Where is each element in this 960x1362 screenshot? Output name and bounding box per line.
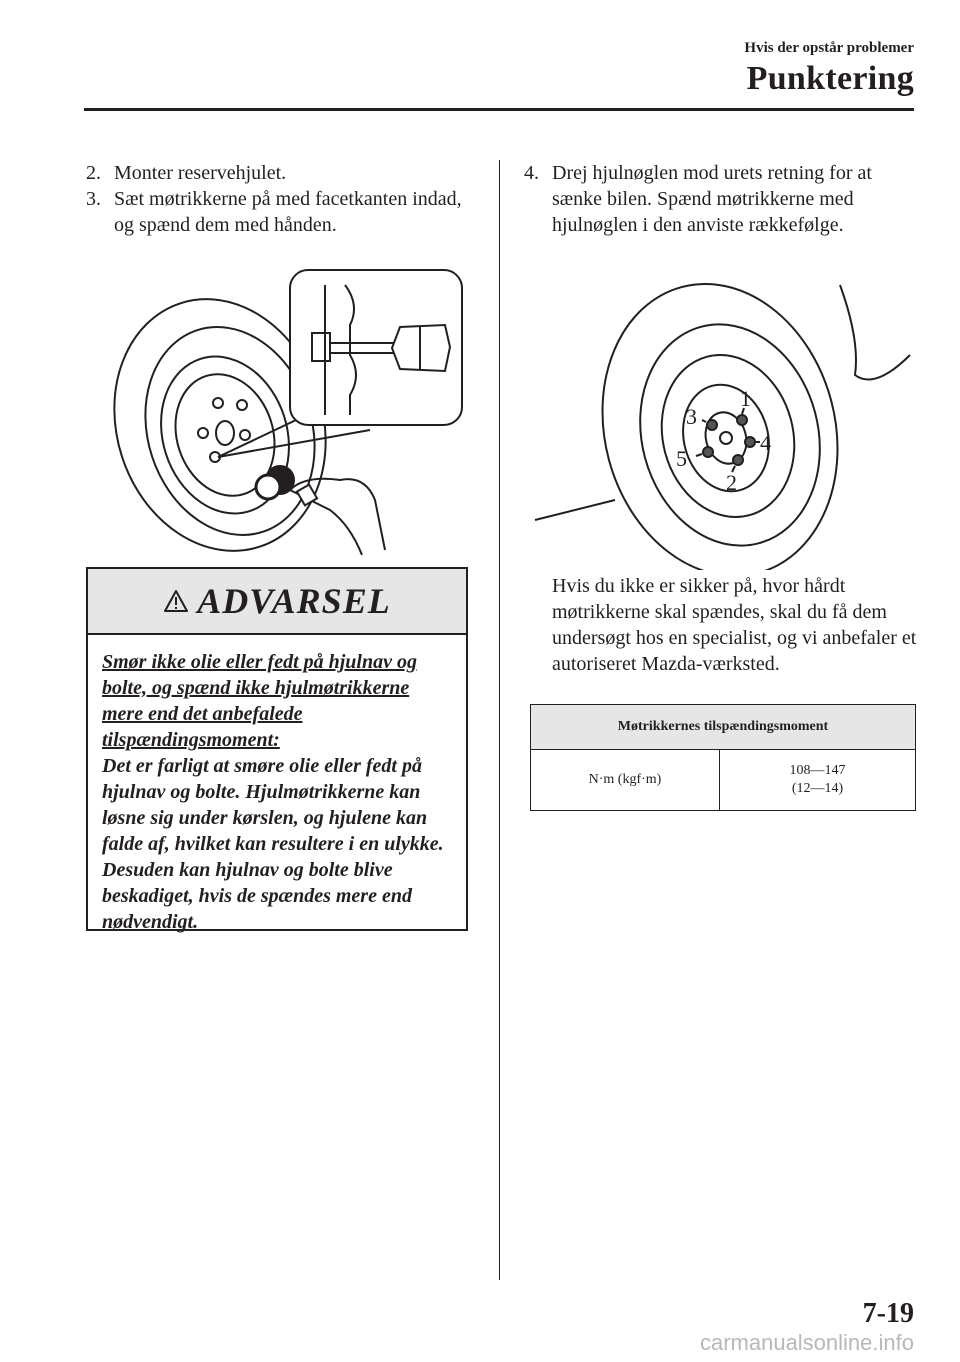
step-4	[524, 160, 924, 238]
warning-header	[88, 569, 466, 635]
warning-box	[86, 567, 468, 931]
header-rule	[84, 108, 914, 111]
section-label: Hvis der opstår problemer	[744, 40, 914, 56]
order-label-1: 1	[740, 386, 751, 411]
watermark: carmanualsonline.info	[699, 1330, 914, 1355]
order-label-5: 5	[676, 446, 687, 471]
value-kgfm: (12—14)	[791, 781, 844, 796]
steps-right	[524, 160, 924, 238]
table-row	[531, 750, 916, 811]
step-3	[86, 186, 486, 238]
warning-icon	[163, 589, 189, 613]
table-cell-value	[720, 750, 916, 811]
tightening-order-illustration	[530, 280, 920, 570]
steps-left	[86, 160, 486, 238]
warning-body	[88, 635, 466, 935]
wheel-nut-illustration	[100, 265, 470, 560]
order-label-3: 3	[686, 404, 697, 429]
order-label-2: 2	[726, 470, 737, 495]
warning-heading: Smør ikke olie eller fedt på hjulnav og bolte, og spænd ikke hjulmøtrikkerne mere end det anbefalede tilspændingsmoment:	[102, 651, 417, 751]
table-cell-unit: N·m (kgf·m)	[531, 750, 720, 811]
warning-text: Det er farligt at smøre olie eller fedt på hjulnav og bolte. Hjulmøtrikkerne kan løsne sig under kørslen, og hjulene kan falde af, hvilket kan resultere i en ulykke. Desuden kan hjulnav og bolte blive beskadiget, hvis de spændes mere end nødvendigt.	[102, 755, 444, 933]
value-nm: 108—147	[789, 763, 846, 778]
page-title: Punktering	[746, 60, 914, 97]
step-text: Drej hjulnøglen mod urets retning for at sænke bilen. Spænd møtrikkerne med hjulnøglen i den anviste rækkefølge.	[552, 162, 872, 236]
torque-table	[530, 704, 916, 811]
step-2	[86, 160, 486, 186]
table-header: Møtrikkernes tilspændingsmoment	[531, 705, 916, 750]
order-label-4: 4	[760, 430, 771, 455]
step-number: 3.	[86, 188, 101, 210]
step-number: 2.	[86, 162, 101, 184]
step-text: Sæt møtrikkerne på med facetkanten indad, og spænd dem med hånden.	[114, 188, 462, 236]
advice-paragraph: Hvis du ikke er sikker på, hvor hårdt møtrikkerne skal spændes, skal du få dem undersøgt hos en specialist, og vi anbefaler et autoriseret Mazda-værksted.	[552, 575, 917, 675]
warning-title: ADVARSEL	[197, 581, 391, 621]
step-text: Monter reservehjulet.	[114, 162, 287, 184]
column-divider	[499, 160, 500, 1280]
step-number: 4.	[524, 162, 539, 184]
page-number: 7-19	[862, 1298, 914, 1329]
